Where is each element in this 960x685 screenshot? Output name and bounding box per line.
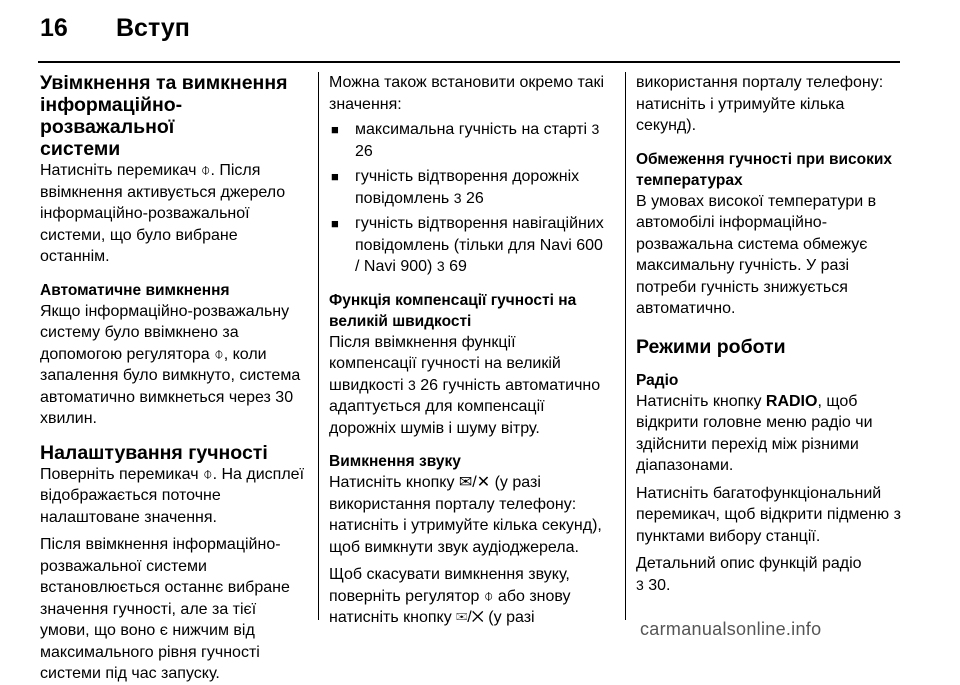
page-ref-icon: 3: [591, 121, 600, 137]
column-3: [636, 72, 906, 596]
power-knob-icon: ⌽: [200, 162, 211, 179]
section-heading-modes: Режими роботи: [636, 335, 786, 358]
list-item: ■ максимальна гучність на старті 3 26: [331, 121, 600, 160]
heading-line: інформаційно-розважальної: [40, 94, 183, 138]
paragraph: Щоб скасувати вимкнення звуку, поверніть регулятор ⌽ або знову натисніть кнопку ✉/✕ (у разі: [329, 566, 571, 626]
page-title: Вступ: [116, 14, 190, 42]
paragraph: Детальний опис функцій радіо 3 30.: [636, 555, 862, 594]
bullet-list: [329, 119, 607, 278]
watermark: carmanualsonline.info: [640, 619, 822, 639]
list-item: ■ гучність відтворення навігаційних повідомлень (тільки для Navi 600 / Navi 900) 3 69: [331, 215, 604, 275]
section-heading-volume: Налаштування гучності: [40, 441, 268, 464]
subheading-heat-limit: [636, 149, 906, 191]
subheading-auto-off: Автоматичне вимкнення: [40, 281, 230, 299]
page-header: [0, 0, 960, 58]
paragraph: Якщо інформаційно-розважальну систему було ввімкнено за допомогою регулятора ⌽, коли запалення було вимкнуто, система автоматично вимкнеться через 30 хвилин.: [40, 302, 301, 427]
column-divider: [625, 72, 626, 620]
paragraph: Поверніть перемикач ⌽. На дисплеї відображається поточне налаштоване значення.: [40, 465, 305, 526]
subheading-radio: Радіо: [636, 371, 679, 389]
phone-mute-icon: ✉/✕: [458, 474, 491, 491]
page-ref-icon: 3: [636, 576, 644, 593]
heading-line: Обмеження гучності при високих: [636, 150, 893, 168]
page-ref-icon: 3: [436, 258, 445, 274]
bullet-icon: ■: [331, 122, 339, 137]
paragraph: використання порталу телефону: натисніть і утримуйте кілька секунд).: [636, 74, 884, 134]
column-2: [329, 72, 607, 629]
column-divider: [318, 72, 319, 620]
heading-line: Функція компенсації гучності на: [329, 291, 577, 309]
header-rule: [38, 61, 900, 63]
heading-line: системи: [40, 138, 121, 160]
subheading-speed-compensation: [329, 290, 607, 332]
paragraph: В умовах високої температури в автомобілі інформаційно-розважальна система обмежує максимальну гучність. У разі потреби гучність знижується автоматично.: [636, 192, 877, 317]
heading-line: великій швидкості: [329, 312, 472, 330]
paragraph: Натисніть кнопку ✉/✕ (у разі використання порталу телефону: натисніть і утримуйте кілька секунд), щоб вимкнути звук аудіоджерела.: [329, 474, 602, 556]
paragraph: Натисніть кнопку RADIO, щоб відкрити головне меню радіо чи здійснити перехід між різними діапазонами.: [636, 392, 873, 474]
subheading-mute: Вимкнення звуку: [329, 453, 461, 470]
power-knob-icon: ⌽: [214, 345, 224, 363]
column-1: [40, 72, 308, 685]
bullet-icon: ■: [331, 216, 339, 231]
paragraph: Після ввімкнення функції компенсації гучності на великій швидкості 3 26 гучність автоматично адаптується для компенсації дорожніх шумів і шуму вітру.: [329, 333, 601, 437]
phone-mute-icon: ✉/✕: [456, 609, 484, 626]
paragraph: Натисніть перемикач ⌽. Після ввімкнення активується джерело інформаційно-розважальної системи, що було вибране останнім.: [40, 162, 286, 265]
section-heading-power: [40, 72, 308, 160]
heading-line: температурах: [636, 171, 743, 189]
paragraph: Натисніть багатофункціональний перемикач, щоб відкрити підменю з пунктами вибору станції.: [636, 484, 901, 545]
radio-key-label: RADIO: [765, 392, 818, 410]
list-item: ■ гучність відтворення дорожніх повідомлень 3 26: [331, 168, 580, 207]
page-number: 16: [40, 14, 68, 42]
heading-line: Увімкнення та вимкнення: [40, 72, 288, 94]
power-knob-icon: ⌽: [203, 465, 213, 483]
page-ref-icon: 3: [408, 376, 416, 393]
bullet-icon: ■: [331, 169, 339, 184]
power-knob-icon: ⌽: [483, 587, 494, 605]
page-ref-icon: 3: [453, 189, 462, 206]
paragraph: Після ввімкнення інформаційно-розважальної системи встановлюється останнє вибране значення гучності, але за тієї умови, що воно є нижчим від максимального рівня гучності системи під час запуску.: [40, 536, 290, 682]
paragraph: Можна також встановити окремо такі значення:: [329, 74, 605, 113]
